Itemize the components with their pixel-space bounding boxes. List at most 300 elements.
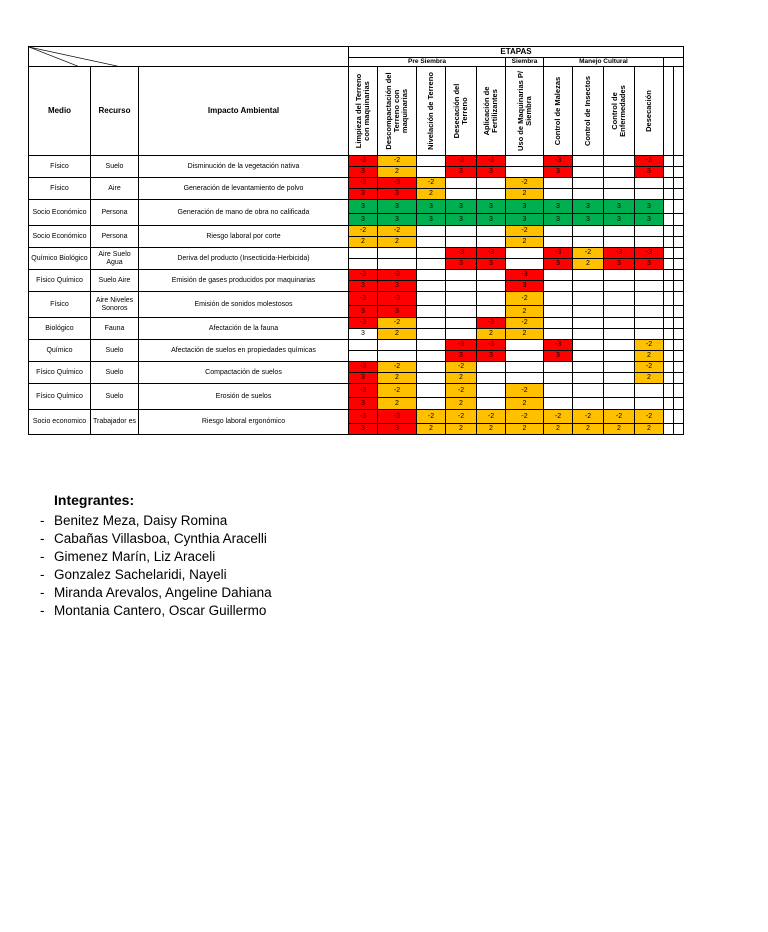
score-cell: -3 — [446, 340, 477, 351]
score-cell: -2 — [417, 410, 446, 424]
score-cell — [446, 270, 477, 281]
score-cell — [573, 373, 604, 384]
team-member — [40, 530, 272, 548]
score-cell: 2 — [378, 373, 417, 384]
score-cell — [604, 270, 635, 281]
score-cell: 3 — [349, 167, 378, 178]
score-cell — [378, 340, 417, 351]
score-cell — [635, 292, 664, 306]
score-cell — [477, 189, 506, 200]
score-cell — [573, 292, 604, 306]
score-cell — [477, 226, 506, 237]
impacto-cell: Afectación de la fauna — [139, 318, 349, 340]
activity-header — [446, 67, 477, 156]
score-cell: -2 — [506, 178, 544, 189]
score-cell — [635, 329, 664, 340]
score-cell: -3 — [477, 340, 506, 351]
score-cell: -2 — [446, 384, 477, 398]
score-cell — [604, 318, 635, 329]
activity-header — [635, 67, 664, 156]
score-cell — [664, 329, 674, 340]
table-row — [29, 270, 684, 281]
table-row — [29, 362, 684, 373]
medio-cell: Químico — [29, 340, 91, 362]
score-cell: 2 — [417, 424, 446, 435]
score-cell: 3 — [477, 214, 506, 226]
score-cell — [674, 270, 684, 281]
score-cell — [544, 384, 573, 398]
score-cell — [417, 270, 446, 281]
score-cell — [417, 226, 446, 237]
score-cell: 2 — [378, 237, 417, 248]
activity-label: Desecación del Terreno — [452, 83, 469, 139]
score-cell: -3 — [349, 292, 378, 306]
score-cell: 2 — [506, 306, 544, 318]
score-cell — [604, 362, 635, 373]
score-cell — [506, 340, 544, 351]
score-cell — [446, 292, 477, 306]
score-cell: -2 — [635, 362, 664, 373]
score-cell — [635, 281, 664, 292]
score-cell: 2 — [573, 424, 604, 435]
score-cell: -3 — [477, 248, 506, 259]
score-cell: -3 — [349, 410, 378, 424]
score-cell — [446, 189, 477, 200]
score-cell — [349, 351, 378, 362]
score-cell: 2 — [506, 189, 544, 200]
score-cell: -3 — [544, 248, 573, 259]
activity-label: Nivelación de Terreno — [426, 72, 435, 150]
score-cell: 2 — [417, 189, 446, 200]
col-medio-header: Medio — [29, 67, 91, 156]
score-cell: 2 — [378, 167, 417, 178]
score-cell: 3 — [378, 281, 417, 292]
matrix-corner-header — [29, 47, 349, 67]
score-cell: 3 — [349, 200, 378, 214]
score-cell: -3 — [378, 410, 417, 424]
score-cell — [604, 189, 635, 200]
score-cell: -2 — [544, 410, 573, 424]
score-cell: -2 — [349, 226, 378, 237]
score-cell — [635, 398, 664, 410]
medio-cell: Biológico — [29, 318, 91, 340]
score-cell: -3 — [378, 292, 417, 306]
activity-label: Descompactación del Terreno con maquinarias — [384, 72, 409, 150]
impacto-cell: Deriva del producto (Insecticida-Herbicida) — [139, 248, 349, 270]
table-row — [29, 248, 684, 259]
score-cell — [664, 167, 674, 178]
score-cell — [604, 156, 635, 167]
score-cell — [664, 424, 674, 435]
medio-cell: Socio Económico — [29, 200, 91, 226]
score-cell — [635, 306, 664, 318]
score-cell — [573, 167, 604, 178]
score-cell: 3 — [446, 259, 477, 270]
recurso-cell: Aire — [91, 178, 139, 200]
score-cell — [506, 351, 544, 362]
score-cell — [477, 384, 506, 398]
table-row — [29, 410, 684, 424]
score-cell: 3 — [446, 200, 477, 214]
score-cell — [664, 351, 674, 362]
table-row — [29, 318, 684, 329]
activity-label: Control de Insectos — [583, 76, 592, 147]
recurso-cell: Persona — [91, 200, 139, 226]
score-cell — [664, 292, 674, 306]
score-cell: 2 — [635, 424, 664, 435]
recurso-cell: Suelo — [91, 340, 139, 362]
medio-cell: Físico Químico — [29, 362, 91, 384]
score-cell — [544, 281, 573, 292]
score-cell: 3 — [477, 351, 506, 362]
score-cell — [417, 156, 446, 167]
score-cell — [544, 226, 573, 237]
score-cell: -2 — [417, 178, 446, 189]
score-cell: 2 — [446, 398, 477, 410]
score-cell — [573, 340, 604, 351]
score-cell — [477, 362, 506, 373]
score-cell — [674, 329, 684, 340]
score-cell: -2 — [378, 384, 417, 398]
score-cell — [604, 384, 635, 398]
score-cell — [674, 340, 684, 351]
score-cell — [674, 167, 684, 178]
score-cell: -2 — [477, 410, 506, 424]
score-cell — [417, 167, 446, 178]
score-cell — [544, 318, 573, 329]
score-cell — [417, 306, 446, 318]
score-cell — [506, 362, 544, 373]
score-cell — [349, 248, 378, 259]
score-cell — [446, 226, 477, 237]
score-cell: 3 — [635, 200, 664, 214]
recurso-cell: Suelo — [91, 384, 139, 410]
team-member — [40, 566, 272, 584]
score-cell — [635, 189, 664, 200]
team-member — [40, 548, 272, 566]
score-cell: 3 — [506, 281, 544, 292]
score-cell: -3 — [378, 270, 417, 281]
score-cell — [573, 362, 604, 373]
score-cell: 3 — [446, 167, 477, 178]
table-row — [29, 178, 684, 189]
score-cell — [544, 398, 573, 410]
score-cell — [573, 351, 604, 362]
table-row — [29, 384, 684, 398]
impacto-cell: Riesgo laboral por corte — [139, 226, 349, 248]
score-cell — [674, 156, 684, 167]
score-cell — [635, 270, 664, 281]
score-cell: -3 — [477, 318, 506, 329]
bullet-dash: - — [40, 603, 45, 618]
activity-header — [349, 67, 378, 156]
bullet-dash: - — [40, 585, 45, 600]
col-impacto-header: Impacto Ambiental — [139, 67, 349, 156]
score-cell: 3 — [417, 200, 446, 214]
score-cell — [674, 237, 684, 248]
score-cell: -2 — [635, 410, 664, 424]
score-cell — [674, 398, 684, 410]
score-cell — [446, 237, 477, 248]
score-cell: -3 — [349, 318, 378, 329]
team-member — [40, 602, 272, 620]
score-cell: -3 — [635, 248, 664, 259]
score-cell: 3 — [604, 259, 635, 270]
score-cell — [664, 259, 674, 270]
score-cell: 3 — [349, 329, 378, 340]
score-cell — [604, 292, 635, 306]
score-cell: -3 — [446, 156, 477, 167]
score-cell — [635, 226, 664, 237]
score-cell — [573, 398, 604, 410]
impacto-cell: Disminución de la vegetación nativa — [139, 156, 349, 178]
score-cell — [604, 373, 635, 384]
score-cell — [664, 340, 674, 351]
score-cell: 3 — [477, 259, 506, 270]
score-cell — [573, 384, 604, 398]
score-cell — [417, 248, 446, 259]
score-cell — [477, 292, 506, 306]
score-cell: 2 — [635, 373, 664, 384]
score-cell — [417, 329, 446, 340]
score-cell — [674, 373, 684, 384]
score-cell — [544, 306, 573, 318]
score-cell — [664, 226, 674, 237]
recurso-cell: Trabajador es — [91, 410, 139, 435]
score-cell: 2 — [506, 398, 544, 410]
score-cell — [349, 259, 378, 270]
score-cell — [664, 178, 674, 189]
activity-label: Control de Malezas — [553, 76, 562, 146]
score-cell: -3 — [635, 156, 664, 167]
impacto-cell: Emisión de sonidos molestosos — [139, 292, 349, 318]
activity-header — [674, 67, 684, 156]
member-name: Miranda Arevalos, Angeline Dahiana — [54, 585, 272, 600]
score-cell: 3 — [378, 424, 417, 435]
score-cell — [664, 306, 674, 318]
member-name: Gimenez Marín, Liz Araceli — [54, 549, 216, 564]
medio-cell: Socio economico — [29, 410, 91, 435]
recurso-cell: Persona — [91, 226, 139, 248]
score-cell: 2 — [446, 373, 477, 384]
score-cell — [417, 259, 446, 270]
score-cell — [664, 384, 674, 398]
score-cell: 2 — [573, 259, 604, 270]
score-cell — [544, 373, 573, 384]
score-cell: 3 — [573, 214, 604, 226]
impacto-cell: Erosión de suelos — [139, 384, 349, 410]
score-cell — [674, 362, 684, 373]
bullet-dash: - — [40, 549, 45, 564]
medio-cell: Químico Biológico — [29, 248, 91, 270]
table-row — [29, 200, 684, 214]
medio-cell: Físico — [29, 156, 91, 178]
table-row — [29, 156, 684, 167]
score-cell: 3 — [417, 214, 446, 226]
score-cell — [477, 237, 506, 248]
impacto-cell: Afectación de suelos en propiedades químicas — [139, 340, 349, 362]
score-cell: 3 — [544, 214, 573, 226]
score-cell: -2 — [506, 384, 544, 398]
score-cell — [417, 292, 446, 306]
member-name: Benitez Meza, Daisy Romina — [54, 513, 228, 528]
score-cell — [378, 259, 417, 270]
score-cell: -2 — [378, 156, 417, 167]
score-cell: 3 — [349, 424, 378, 435]
score-cell — [477, 373, 506, 384]
score-cell: -2 — [506, 292, 544, 306]
score-cell: 3 — [349, 214, 378, 226]
score-cell — [674, 281, 684, 292]
score-cell — [664, 410, 674, 424]
score-cell — [417, 384, 446, 398]
score-cell — [477, 281, 506, 292]
score-cell — [674, 318, 684, 329]
recurso-cell: Aire Niveles Sonoros — [91, 292, 139, 318]
score-cell: 2 — [635, 351, 664, 362]
score-cell — [674, 200, 684, 214]
score-cell — [506, 259, 544, 270]
score-cell — [635, 237, 664, 248]
score-cell — [544, 237, 573, 248]
score-cell: 2 — [604, 424, 635, 435]
score-cell — [506, 373, 544, 384]
medio-cell: Físico Químico — [29, 384, 91, 410]
score-cell — [635, 384, 664, 398]
score-cell — [573, 281, 604, 292]
member-name: Gonzalez Sachelaridi, Nayeli — [54, 567, 227, 582]
score-cell: 3 — [378, 306, 417, 318]
score-cell — [417, 318, 446, 329]
medio-cell: Físico — [29, 178, 91, 200]
score-cell: 3 — [506, 214, 544, 226]
score-cell — [635, 318, 664, 329]
team-list — [40, 512, 272, 620]
score-cell — [477, 270, 506, 281]
score-cell — [664, 200, 674, 214]
score-cell — [544, 362, 573, 373]
score-cell — [604, 167, 635, 178]
score-cell: 3 — [349, 306, 378, 318]
score-cell: 2 — [506, 424, 544, 435]
score-cell: 3 — [349, 189, 378, 200]
score-cell: -2 — [506, 410, 544, 424]
table-row — [29, 340, 684, 351]
stage-header: Manejo Cultural — [544, 58, 664, 67]
score-cell — [573, 226, 604, 237]
team-title: Integrantes: — [54, 492, 135, 508]
score-cell — [506, 167, 544, 178]
score-cell — [417, 281, 446, 292]
score-cell: -3 — [349, 156, 378, 167]
score-cell: 3 — [378, 214, 417, 226]
score-cell: 2 — [544, 424, 573, 435]
score-cell — [573, 329, 604, 340]
score-cell — [349, 340, 378, 351]
score-cell — [664, 189, 674, 200]
score-cell: -2 — [378, 226, 417, 237]
score-cell: 3 — [544, 259, 573, 270]
score-cell — [544, 178, 573, 189]
score-cell: -2 — [378, 318, 417, 329]
score-cell — [573, 270, 604, 281]
score-cell: 2 — [378, 398, 417, 410]
impacto-cell: Generación de mano de obra no calificada — [139, 200, 349, 226]
score-cell: -2 — [446, 410, 477, 424]
score-cell: 3 — [544, 167, 573, 178]
score-cell: 3 — [635, 167, 664, 178]
score-cell: 2 — [506, 237, 544, 248]
score-cell — [506, 156, 544, 167]
score-cell: -3 — [378, 178, 417, 189]
score-cell: -2 — [378, 362, 417, 373]
team-section — [40, 492, 272, 620]
score-cell — [477, 306, 506, 318]
score-cell — [664, 248, 674, 259]
activity-header — [544, 67, 573, 156]
environmental-impact-matrix — [28, 46, 684, 435]
score-cell: -3 — [446, 248, 477, 259]
etapas-header: ETAPAS — [349, 47, 684, 58]
score-cell — [635, 178, 664, 189]
score-cell — [417, 398, 446, 410]
score-cell: -3 — [604, 248, 635, 259]
score-cell — [446, 281, 477, 292]
score-cell — [477, 398, 506, 410]
score-cell — [417, 351, 446, 362]
score-cell: -3 — [349, 384, 378, 398]
recurso-cell: Suelo — [91, 156, 139, 178]
activity-label: Uso de Maquinarias P/ Siembra — [515, 70, 533, 152]
score-cell — [674, 292, 684, 306]
score-cell — [604, 329, 635, 340]
score-cell: 3 — [446, 214, 477, 226]
col-recurso-header: Recurso — [91, 67, 139, 156]
score-cell: 2 — [506, 329, 544, 340]
score-cell: -3 — [506, 270, 544, 281]
score-cell — [674, 306, 684, 318]
impacto-cell: Emisión de gases producidos por maquinarias — [139, 270, 349, 292]
score-cell: -3 — [349, 362, 378, 373]
score-cell — [664, 270, 674, 281]
score-cell — [417, 373, 446, 384]
impacto-cell: Riesgo laboral ergonómico — [139, 410, 349, 435]
activity-header — [573, 67, 604, 156]
activity-label: Aplicación de Fertilizantes — [482, 86, 499, 136]
medio-cell: Físico — [29, 292, 91, 318]
score-cell — [604, 226, 635, 237]
score-cell: 3 — [349, 373, 378, 384]
score-cell — [674, 189, 684, 200]
recurso-cell: Suelo — [91, 362, 139, 384]
impacto-cell: Compactación de suelos — [139, 362, 349, 384]
activity-label: Limpieza del Terreno con maquinarias — [354, 73, 371, 149]
bullet-dash: - — [40, 567, 45, 582]
activity-header — [604, 67, 635, 156]
score-cell — [417, 237, 446, 248]
score-cell — [674, 248, 684, 259]
score-cell: -3 — [349, 178, 378, 189]
score-cell — [446, 306, 477, 318]
score-cell: -3 — [544, 156, 573, 167]
score-cell — [674, 226, 684, 237]
score-cell — [664, 373, 674, 384]
bullet-dash: - — [40, 531, 45, 546]
score-cell — [664, 156, 674, 167]
score-cell — [604, 281, 635, 292]
score-cell: 3 — [378, 189, 417, 200]
score-cell — [674, 384, 684, 398]
